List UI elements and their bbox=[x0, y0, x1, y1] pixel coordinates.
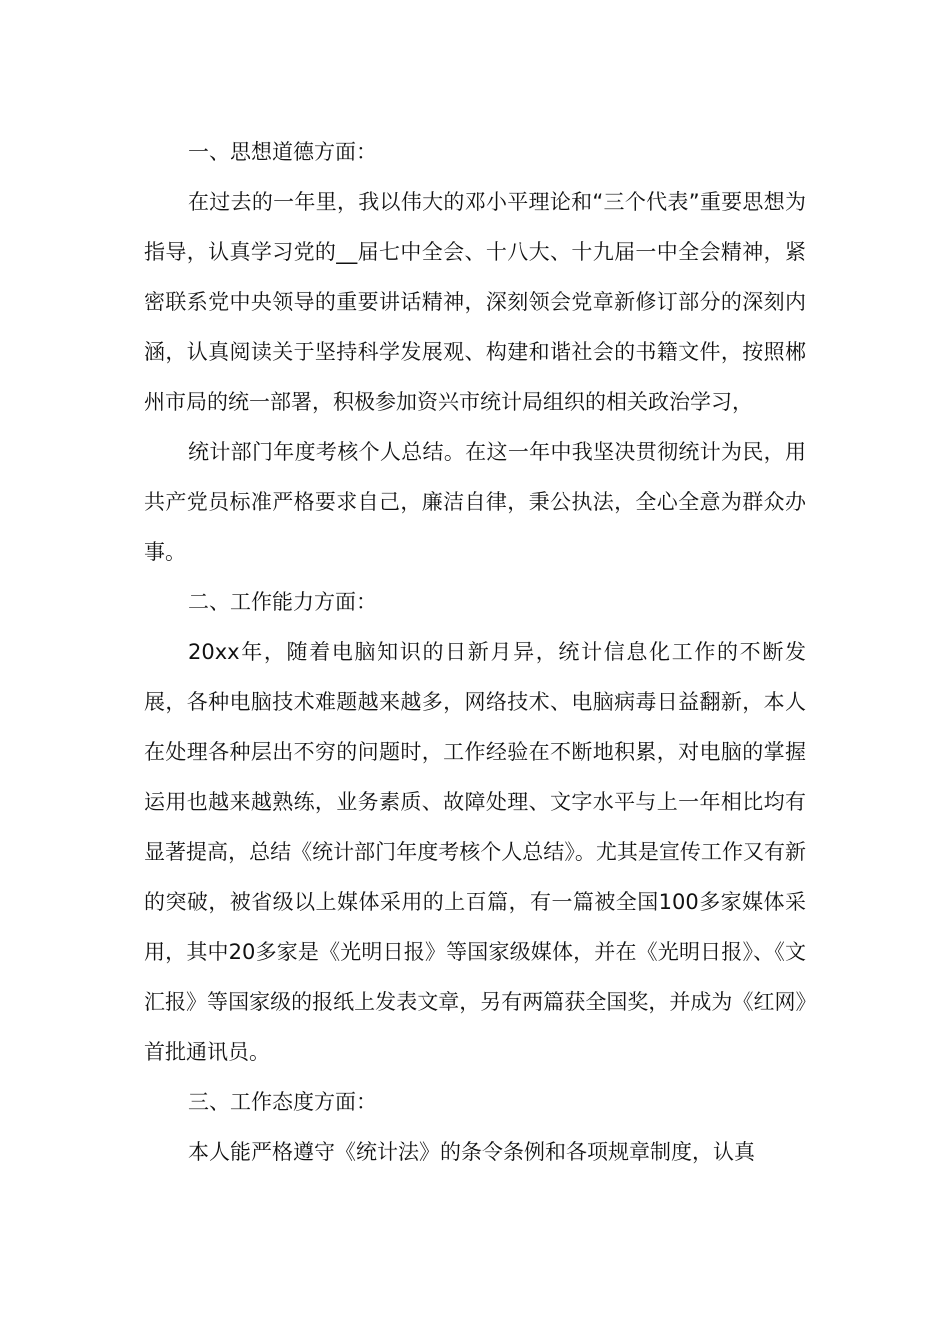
section-heading-attitude: 三、工作态度方面： bbox=[188, 1090, 377, 1114]
paragraph-attitude: 本人能严格遵守《统计法》的条令条例和各项规章制度，认真 bbox=[188, 1140, 755, 1164]
section-heading-ability: 二、工作能力方面： bbox=[188, 590, 377, 614]
document-body bbox=[144, 127, 806, 1177]
paragraph-ideology-discipline: 统计部门年度考核个人总结。在这一年中我坚决贯彻统计为民，用共产党员标准严格要求自己，廉洁自律，秉公执法，全心全意为群众办事。 bbox=[144, 440, 806, 564]
section-heading-ideology: 一、思想道德方面： bbox=[188, 140, 377, 164]
paragraph-ability: 20xx年，随着电脑知识的日新月异，统计信息化工作的不断发展，各种电脑技术难题越来越多，网络技术、电脑病毒日益翻新，本人在处理各种层出不穷的问题时，工作经验在不断地积累，对电脑的掌握运用也越来越熟练，业务素质、故障处理、文字水平与上一年相比均有显著提高，总结《统计部门年度考核个人总结》。尤其是宣传工作又有新的突破，被省级以上媒体采用的上百篇，有一篇被全国100多家媒体采用，其中20多家是《光明日报》等国家级媒体，并在《光明日报》、《文汇报》等国家级的报纸上发表文章，另有两篇获全国奖，并成为《红网》首批通讯员。 bbox=[144, 640, 806, 1064]
paragraph-ideology-study: 在过去的一年里，我以伟大的邓小平理论和“三个代表”重要思想为指导，认真学习党的__届七中全会、十八大、十九届一中全会精神，紧密联系党中央领导的重要讲话精神，深刻领会党章新修订部分的深刻内涵，认真阅读关于坚持科学发展观、构建和谐社会的书籍文件，按照郴州市局的统一部署，积极参加资兴市统计局组织的相关政治学习， bbox=[144, 190, 806, 414]
